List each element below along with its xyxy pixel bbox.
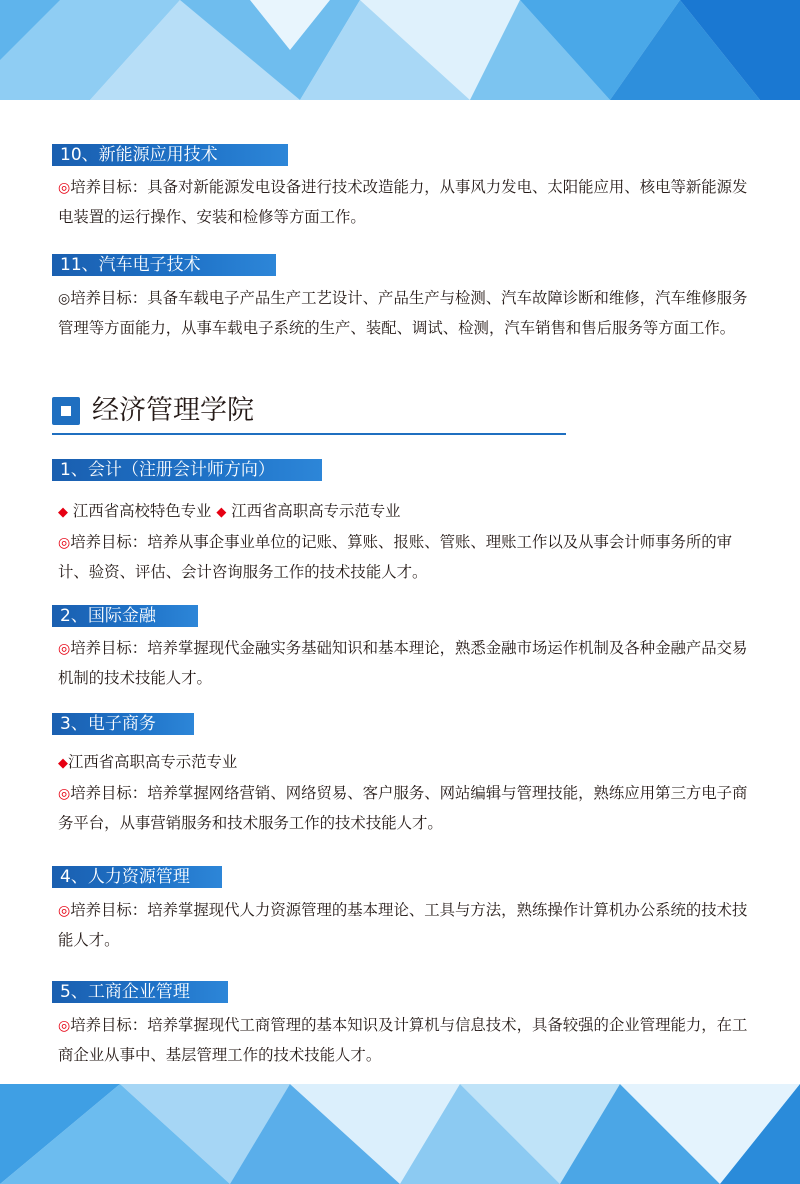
major-goal-international-finance: [58, 634, 748, 693]
badge-label: 江西省高校特色专业: [72, 502, 212, 520]
top-banner-graphic: [0, 0, 800, 100]
major-goal-business-management: [58, 1011, 748, 1070]
goal-label: 培养目标：: [70, 784, 148, 802]
college-header: [52, 393, 566, 435]
square-bullet-icon: [52, 397, 80, 425]
goal-text: 培养掌握现代工商管理的基本知识及计算机与信息技术，具备较强的企业管理能力，在工商企业从事中、基层管理工作的技术技能人才。: [58, 1016, 748, 1064]
goal-label: 培养目标：: [70, 901, 148, 919]
red-diamond-icon: ◆: [58, 505, 68, 520]
red-diamond-icon: ◆: [216, 505, 227, 520]
badge-label: 江西省高职高专示范专业: [68, 753, 238, 771]
goal-text: 培养掌握现代人力资源管理的基本理论、工具与方法，熟练操作计算机办公系统的技术技能人才。: [58, 901, 748, 949]
double-ring-icon: ◎: [58, 786, 71, 802]
badge-label: 江西省高职高专示范专业: [231, 502, 401, 520]
goal-text: 具备车载电子产品生产工艺设计、产品生产与检测、汽车故障诊断和维修，汽车维修服务管理等方面能力，从事车载电子系统的生产、装配、调试、检测，汽车销售和售后服务等方面工作。: [58, 289, 748, 337]
section-heading-auto-electronics: 11、汽车电子技术: [52, 254, 276, 276]
double-ring-icon: ◎: [58, 535, 71, 551]
goal-label: 培养目标：: [70, 533, 148, 551]
double-ring-icon: ◎: [58, 641, 71, 657]
section-heading-new-energy: 10、新能源应用技术: [52, 144, 288, 166]
goal-label: 培养目标：: [70, 1016, 148, 1034]
college-title: 经济管理学院: [92, 395, 254, 426]
double-ring-icon: ◎: [58, 1018, 71, 1034]
bottom-banner: [0, 1084, 800, 1184]
major-badges-e-commerce: [58, 748, 237, 778]
top-banner: [0, 0, 800, 100]
major-badges-accounting: [58, 497, 401, 527]
goal-text: 培养掌握网络营销、网络贸易、客户服务、网站编辑与管理技能，熟练应用第三方电子商务平台，从事营销服务和技术服务工作的技术技能人才。: [58, 784, 748, 832]
major-goal-human-resources: [58, 896, 748, 955]
goal-text: 培养从事企事业单位的记账、算账、报账、管账、理账工作以及从事会计师事务所的审计、验资、评估、会计咨询服务工作的技术技能人才。: [58, 533, 733, 581]
red-diamond-icon: ◆: [58, 756, 68, 771]
goal-text: 具备对新能源发电设备进行技术改造能力，从事风力发电、太阳能应用、核电等新能源发电装置的运行操作、安装和检修等方面工作。: [58, 178, 748, 226]
goal-label: 培养目标：: [70, 178, 148, 196]
major-heading-human-resources: 4、人力资源管理: [52, 866, 222, 888]
major-heading-international-finance: 2、国际金融: [52, 605, 198, 627]
major-goal-e-commerce: [58, 779, 748, 838]
section-goal-new-energy: [58, 173, 748, 232]
double-ring-icon: ◎: [58, 291, 71, 307]
goal-label: 培养目标：: [70, 639, 148, 657]
goal-text: 培养掌握现代金融实务基础知识和基本理论，熟悉金融市场运作机制及各种金融产品交易机制的技术技能人才。: [58, 639, 748, 687]
major-heading-accounting: 1、会计（注册会计师方向）: [52, 459, 322, 481]
major-goal-accounting: [58, 528, 748, 587]
major-heading-e-commerce: 3、电子商务: [52, 713, 194, 735]
bottom-banner-graphic: [0, 1084, 800, 1184]
major-heading-business-management: 5、工商企业管理: [52, 981, 228, 1003]
double-ring-icon: ◎: [58, 180, 71, 196]
double-ring-icon: ◎: [58, 903, 71, 919]
goal-label: 培养目标：: [70, 289, 148, 307]
section-goal-auto-electronics: [58, 284, 748, 343]
